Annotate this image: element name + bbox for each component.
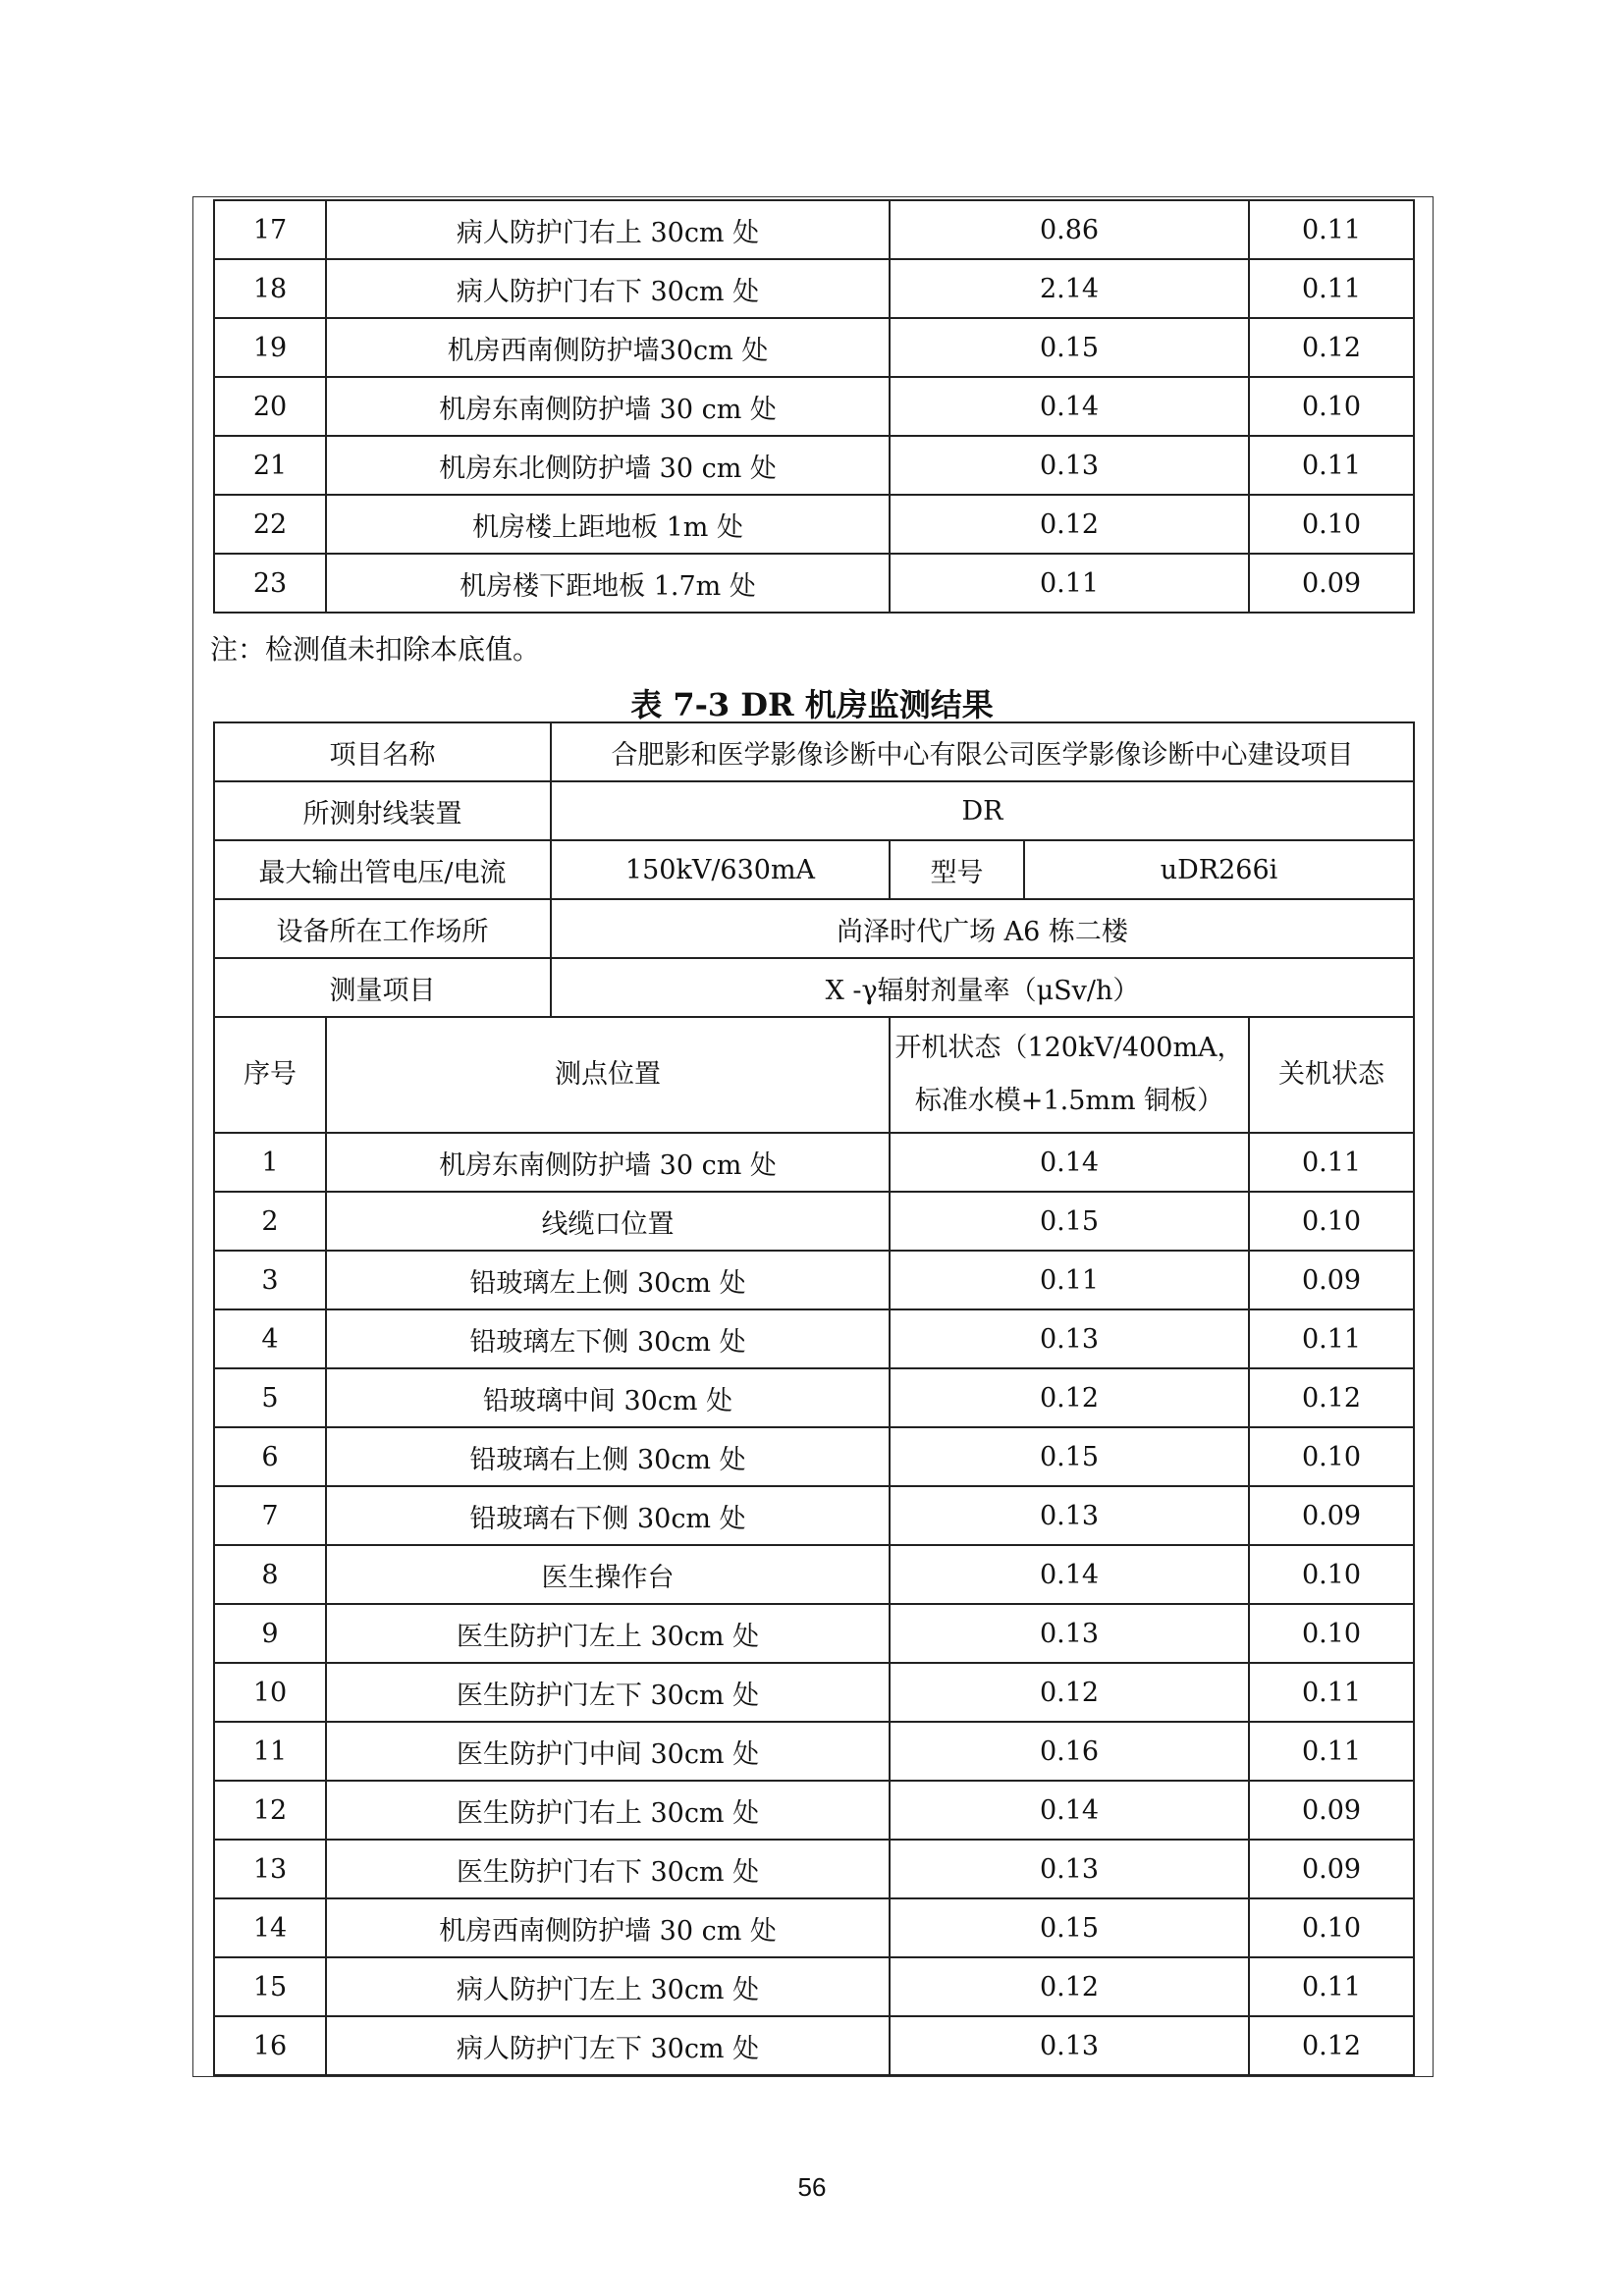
table-row: [214, 495, 1414, 554]
header-location: 测点位置: [326, 1017, 890, 1133]
row-location: 医生防护门右上 30cm 处: [326, 1781, 890, 1840]
row-on-value: 0.12: [890, 1663, 1249, 1722]
row-location: 铅玻璃右上侧 30cm 处: [326, 1427, 890, 1486]
row-on-value: 0.13: [890, 1486, 1249, 1545]
row-location: 机房楼下距地板 1.7m 处: [326, 554, 890, 613]
header-no: 序号: [214, 1017, 326, 1133]
table-b-body: [214, 722, 1414, 2075]
row-number: 1: [214, 1133, 326, 1192]
row-number: 7: [214, 1486, 326, 1545]
row-on-value: 0.12: [890, 1368, 1249, 1427]
row-number: 17: [214, 200, 326, 259]
row-off-value: 0.12: [1249, 318, 1414, 377]
table-row: [214, 1957, 1414, 2016]
row-location: 机房东南侧防护墙 30 cm 处: [326, 377, 890, 436]
row-number: 12: [214, 1781, 326, 1840]
project-name-label: 项目名称: [214, 722, 551, 781]
row-on-value: 0.14: [890, 377, 1249, 436]
table-row: [214, 1368, 1414, 1427]
row-on-value: 0.15: [890, 318, 1249, 377]
row-number: 13: [214, 1840, 326, 1898]
row-off-value: 0.10: [1249, 495, 1414, 554]
row-location: 铅玻璃左上侧 30cm 处: [326, 1251, 890, 1309]
row-off-value: 0.11: [1249, 1722, 1414, 1781]
table-row: [214, 1427, 1414, 1486]
workplace-value: 尚泽时代广场 A6 栋二楼: [551, 899, 1414, 958]
row-off-value: 0.11: [1249, 436, 1414, 495]
table-row: [214, 1251, 1414, 1309]
row-off-value: 0.10: [1249, 377, 1414, 436]
row-on-value: 0.14: [890, 1545, 1249, 1604]
row-on-value: 0.13: [890, 1309, 1249, 1368]
measure-item-value: X -γ辐射剂量率（μSv/h）: [551, 958, 1414, 1017]
table-row: [214, 1722, 1414, 1781]
row-on-value: 2.14: [890, 259, 1249, 318]
project-name-value: 合肥影和医学影像诊断中心有限公司医学影像诊断中心建设项目: [551, 722, 1414, 781]
row-location: 医生操作台: [326, 1545, 890, 1604]
model-label: 型号: [890, 840, 1024, 899]
row-number: 5: [214, 1368, 326, 1427]
row-on-value: 0.15: [890, 1898, 1249, 1957]
row-number: 9: [214, 1604, 326, 1663]
row-off-value: 0.11: [1249, 200, 1414, 259]
table-row: [214, 318, 1414, 377]
header-off-state: 关机状态: [1249, 1017, 1414, 1133]
row-off-value: 0.11: [1249, 1309, 1414, 1368]
row-on-value: 0.15: [890, 1427, 1249, 1486]
header-on-line1: 开机状态（120kV/400mA，: [894, 1033, 1244, 1063]
results-table-continued: [213, 199, 1415, 614]
table-row: [214, 554, 1414, 613]
row-off-value: 0.09: [1249, 1840, 1414, 1898]
row-location: 病人防护门右下 30cm 处: [326, 259, 890, 318]
row-off-value: 0.09: [1249, 554, 1414, 613]
row-number: 10: [214, 1663, 326, 1722]
row-off-value: 0.09: [1249, 1781, 1414, 1840]
table-row: [214, 1840, 1414, 1898]
model-value: uDR266i: [1024, 840, 1414, 899]
page-number: 56: [797, 2172, 827, 2202]
row-off-value: 0.11: [1249, 1133, 1414, 1192]
row-location: 医生防护门右下 30cm 处: [326, 1840, 890, 1898]
table-caption: 表 7-3 DR 机房监测结果: [630, 686, 994, 723]
table-row: [214, 2016, 1414, 2075]
table-row: [214, 1545, 1414, 1604]
row-location: 铅玻璃左下侧 30cm 处: [326, 1309, 890, 1368]
row-off-value: 0.09: [1249, 1486, 1414, 1545]
row-location: 机房东北侧防护墙 30 cm 处: [326, 436, 890, 495]
row-on-value: 0.15: [890, 1192, 1249, 1251]
project-name-row: [214, 722, 1414, 781]
device-label: 所测射线装置: [214, 781, 551, 840]
table-a-body: [214, 200, 1414, 613]
workplace-row: [214, 899, 1414, 958]
row-off-value: 0.12: [1249, 1368, 1414, 1427]
row-on-value: 0.14: [890, 1781, 1249, 1840]
table-row: [214, 1781, 1414, 1840]
row-number: 2: [214, 1192, 326, 1251]
row-number: 20: [214, 377, 326, 436]
dr-room-results-table: [213, 721, 1415, 2076]
row-number: 21: [214, 436, 326, 495]
device-row: [214, 781, 1414, 840]
row-location: 机房东南侧防护墙 30 cm 处: [326, 1133, 890, 1192]
row-off-value: 0.12: [1249, 2016, 1414, 2075]
row-on-value: 0.11: [890, 1251, 1249, 1309]
table-row: [214, 1133, 1414, 1192]
row-on-value: 0.13: [890, 2016, 1249, 2075]
row-number: 18: [214, 259, 326, 318]
max-output-value: 150kV/630mA: [551, 840, 890, 899]
row-off-value: 0.11: [1249, 1957, 1414, 2016]
table-row: [214, 1192, 1414, 1251]
row-off-value: 0.10: [1249, 1545, 1414, 1604]
row-number: 16: [214, 2016, 326, 2075]
max-output-row: [214, 840, 1414, 899]
row-on-value: 0.11: [890, 554, 1249, 613]
row-off-value: 0.10: [1249, 1604, 1414, 1663]
row-off-value: 0.10: [1249, 1898, 1414, 1957]
row-off-value: 0.11: [1249, 1663, 1414, 1722]
row-on-value: 0.86: [890, 200, 1249, 259]
row-location: 病人防护门左上 30cm 处: [326, 1957, 890, 2016]
row-off-value: 0.09: [1249, 1251, 1414, 1309]
row-on-value: 0.12: [890, 1957, 1249, 2016]
table-row: [214, 377, 1414, 436]
row-location: 铅玻璃右下侧 30cm 处: [326, 1486, 890, 1545]
table-row: [214, 1604, 1414, 1663]
row-location: 铅玻璃中间 30cm 处: [326, 1368, 890, 1427]
row-on-value: 0.13: [890, 1604, 1249, 1663]
row-number: 11: [214, 1722, 326, 1781]
row-location: 线缆口位置: [326, 1192, 890, 1251]
row-on-value: 0.13: [890, 436, 1249, 495]
table-row: [214, 1486, 1414, 1545]
header-on-line2: 标准水模+1.5mm 铜板）: [914, 1086, 1224, 1116]
row-on-value: 0.16: [890, 1722, 1249, 1781]
row-location: 机房西南侧防护墙30cm 处: [326, 318, 890, 377]
device-value: DR: [551, 781, 1414, 840]
header-on-state: [890, 1017, 1249, 1133]
row-on-value: 0.12: [890, 495, 1249, 554]
row-off-value: 0.11: [1249, 259, 1414, 318]
row-number: 4: [214, 1309, 326, 1368]
row-on-value: 0.13: [890, 1840, 1249, 1898]
row-number: 19: [214, 318, 326, 377]
measure-item-row: [214, 958, 1414, 1017]
row-number: 14: [214, 1898, 326, 1957]
row-number: 23: [214, 554, 326, 613]
table-row: [214, 436, 1414, 495]
row-location: 机房西南侧防护墙 30 cm 处: [326, 1898, 890, 1957]
row-off-value: 0.10: [1249, 1192, 1414, 1251]
row-off-value: 0.10: [1249, 1427, 1414, 1486]
table-row: [214, 1309, 1414, 1368]
row-number: 8: [214, 1545, 326, 1604]
table-row: [214, 259, 1414, 318]
table-row: [214, 1663, 1414, 1722]
row-location: 病人防护门左下 30cm 处: [326, 2016, 890, 2075]
row-location: 医生防护门中间 30cm 处: [326, 1722, 890, 1781]
row-number: 6: [214, 1427, 326, 1486]
row-number: 3: [214, 1251, 326, 1309]
row-location: 医生防护门左下 30cm 处: [326, 1663, 890, 1722]
column-header-row: [214, 1017, 1414, 1133]
row-location: 医生防护门左上 30cm 处: [326, 1604, 890, 1663]
row-number: 22: [214, 495, 326, 554]
workplace-label: 设备所在工作场所: [214, 899, 551, 958]
row-on-value: 0.14: [890, 1133, 1249, 1192]
row-location: 病人防护门右上 30cm 处: [326, 200, 890, 259]
table-row: [214, 1898, 1414, 1957]
note: 注：检测值未扣除本底值。: [210, 633, 541, 666]
row-location: 机房楼上距地板 1m 处: [326, 495, 890, 554]
max-output-label: 最大输出管电压/电流: [214, 840, 551, 899]
measure-item-label: 测量项目: [214, 958, 551, 1017]
row-number: 15: [214, 1957, 326, 2016]
table-row: [214, 200, 1414, 259]
